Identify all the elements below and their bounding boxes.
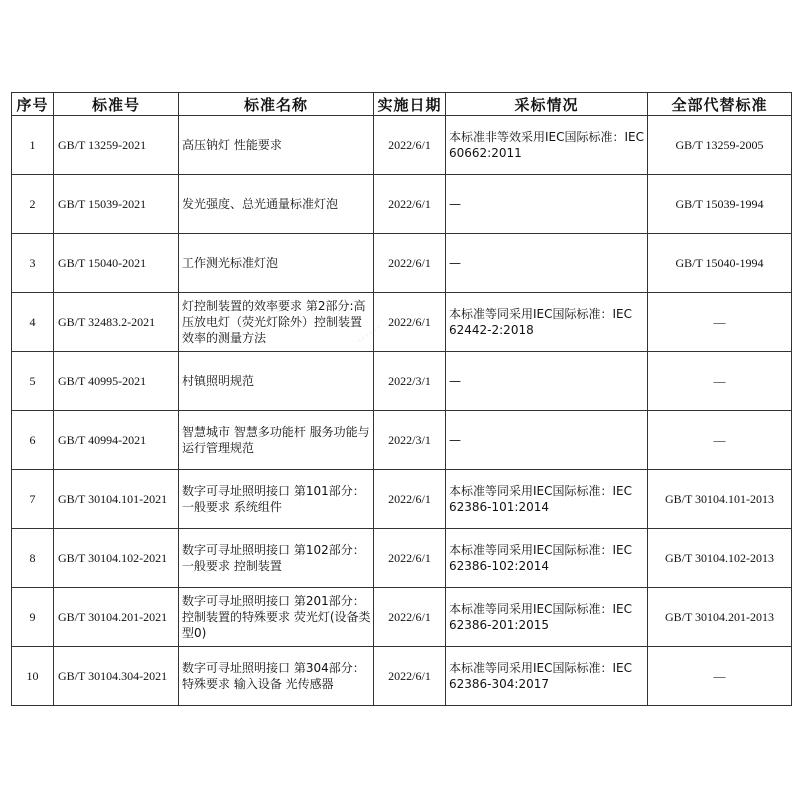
table-body [12,116,792,706]
cell-standard-name: 数字可寻址照明接口 第102部分：一般要求 控制装置 [179,529,374,588]
cell-implementation-date: 2022/6/1 [374,470,446,529]
cell-replaces: GB/T 30104.101-2013 [648,470,792,529]
cell-implementation-date: 2022/6/1 [374,529,446,588]
cell-standard-number: GB/T 30104.201-2021 [54,588,179,647]
header-replaces: 全部代替标准 [648,93,792,116]
table-row [12,647,792,706]
cell-seq: 9 [12,588,54,647]
cell-standard-number: GB/T 30104.304-2021 [54,647,179,706]
cell-standard-number: GB/T 30104.101-2021 [54,470,179,529]
cell-standard-number: GB/T 15039-2021 [54,175,179,234]
header-name: 标准名称 [179,93,374,116]
cell-standard-number: GB/T 13259-2021 [54,116,179,175]
cell-seq: 8 [12,529,54,588]
cell-replaces: — [648,647,792,706]
cell-seq: 3 [12,234,54,293]
cell-standard-name: 数字可寻址照明接口 第304部分：特殊要求 输入设备 光传感器 [179,647,374,706]
cell-seq: 6 [12,411,54,470]
cell-adoption: — [446,352,648,411]
header-date: 实施日期 [374,93,446,116]
table-row [12,234,792,293]
cell-seq: 5 [12,352,54,411]
cell-implementation-date: 2022/3/1 [374,411,446,470]
cell-replaces: — [648,352,792,411]
cell-standard-name: 灯控制装置的效率要求 第2部分:高压放电灯（荧光灯除外）控制装置效率的测量方法 [179,293,374,352]
table-row [12,293,792,352]
cell-standard-name: 工作测光标准灯泡 [179,234,374,293]
cell-adoption: 本标准等同采用IEC国际标准：IEC 62386-102:2014 [446,529,648,588]
cell-replaces: GB/T 15039-1994 [648,175,792,234]
cell-replaces: GB/T 30104.201-2013 [648,588,792,647]
header-row [12,93,792,116]
cell-standard-name: 发光强度、总光通量标准灯泡 [179,175,374,234]
cell-implementation-date: 2022/6/1 [374,647,446,706]
cell-seq: 7 [12,470,54,529]
cell-standard-number: GB/T 32483.2-2021 [54,293,179,352]
table-row [12,175,792,234]
cell-adoption: 本标准等同采用IEC国际标准：IEC 62386-304:2017 [446,647,648,706]
cell-replaces: GB/T 13259-2005 [648,116,792,175]
header-adoption: 采标情况 [446,93,648,116]
cell-seq: 2 [12,175,54,234]
cell-standard-name: 智慧城市 智慧多功能杆 服务功能与运行管理规范 [179,411,374,470]
table-row [12,470,792,529]
cell-adoption: — [446,175,648,234]
table-row [12,588,792,647]
header-seq: 序号 [12,93,54,116]
cell-implementation-date: 2022/6/1 [374,116,446,175]
cell-standard-number: GB/T 40995-2021 [54,352,179,411]
cell-implementation-date: 2022/3/1 [374,352,446,411]
cell-replaces: — [648,293,792,352]
table-row [12,529,792,588]
cell-adoption: — [446,234,648,293]
cell-replaces: GB/T 15040-1994 [648,234,792,293]
table-row [12,352,792,411]
table-row [12,116,792,175]
cell-adoption: 本标准非等效采用IEC国际标准：IEC 60662:2011 [446,116,648,175]
cell-seq: 1 [12,116,54,175]
cell-standard-number: GB/T 40994-2021 [54,411,179,470]
cell-implementation-date: 2022/6/1 [374,175,446,234]
table-row [12,411,792,470]
cell-implementation-date: 2022/6/1 [374,293,446,352]
cell-standard-number: GB/T 15040-2021 [54,234,179,293]
cell-seq: 4 [12,293,54,352]
table-header [12,93,792,116]
cell-replaces: GB/T 30104.102-2013 [648,529,792,588]
cell-adoption: 本标准等同采用IEC国际标准：IEC 62442-2:2018 [446,293,648,352]
cell-adoption: 本标准等同采用IEC国际标准：IEC 62386-101:2014 [446,470,648,529]
cell-standard-number: GB/T 30104.102-2021 [54,529,179,588]
cell-adoption: 本标准等同采用IEC国际标准：IEC 62386-201:2015 [446,588,648,647]
cell-standard-name: 高压钠灯 性能要求 [179,116,374,175]
cell-implementation-date: 2022/6/1 [374,588,446,647]
cell-standard-name: 村镇照明规范 [179,352,374,411]
cell-standard-name: 数字可寻址照明接口 第101部分：一般要求 系统组件 [179,470,374,529]
cell-implementation-date: 2022/6/1 [374,234,446,293]
cell-adoption: — [446,411,648,470]
cell-standard-name: 数字可寻址照明接口 第201部分：控制装置的特殊要求 荧光灯(设备类型0) [179,588,374,647]
cell-replaces: — [648,411,792,470]
cell-seq: 10 [12,647,54,706]
watermark-mark: ◦◦◦◦◦◦ [354,322,384,347]
standards-table [11,92,792,706]
header-number: 标准号 [54,93,179,116]
